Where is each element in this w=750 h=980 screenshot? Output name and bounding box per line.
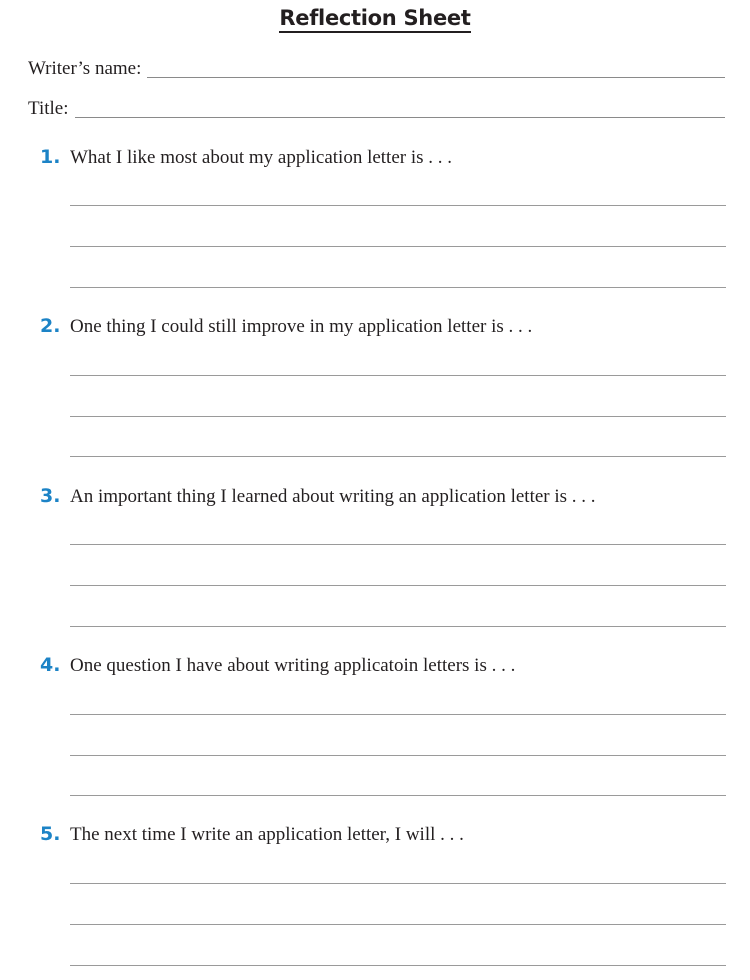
writer-name-label: Writer’s name: bbox=[28, 58, 142, 79]
answer-line[interactable] bbox=[70, 883, 726, 884]
answer-line[interactable] bbox=[70, 205, 726, 206]
question-3 bbox=[40, 485, 730, 508]
answer-line[interactable] bbox=[70, 755, 726, 756]
title-field bbox=[28, 98, 725, 120]
question-5 bbox=[40, 823, 730, 846]
answer-line[interactable] bbox=[70, 544, 726, 545]
answer-line[interactable] bbox=[70, 714, 726, 715]
question-prompt: One thing I could still improve in my application letter is . . . bbox=[70, 316, 533, 337]
answer-line[interactable] bbox=[70, 585, 726, 586]
question-number: 1. bbox=[40, 146, 61, 168]
question-prompt: What I like most about my application letter is . . . bbox=[70, 147, 453, 168]
answer-line[interactable] bbox=[70, 924, 726, 925]
answer-line[interactable] bbox=[70, 965, 726, 966]
title-input-line[interactable] bbox=[75, 117, 726, 118]
writer-name-field bbox=[28, 58, 725, 80]
writer-name-input-line[interactable] bbox=[147, 77, 725, 78]
question-number: 3. bbox=[40, 485, 61, 507]
question-number: 2. bbox=[40, 315, 61, 337]
answer-line[interactable] bbox=[70, 456, 726, 457]
answer-line[interactable] bbox=[70, 375, 726, 376]
question-prompt: The next time I write an application letter, I will . . . bbox=[70, 824, 464, 845]
answer-line[interactable] bbox=[70, 287, 726, 288]
title-label: Title: bbox=[28, 98, 69, 119]
answer-line[interactable] bbox=[70, 416, 726, 417]
question-prompt: An important thing I learned about writing an application letter is . . . bbox=[70, 486, 596, 507]
page-title-wrap bbox=[0, 6, 750, 30]
question-2 bbox=[40, 315, 730, 338]
question-1 bbox=[40, 146, 730, 169]
question-4 bbox=[40, 654, 730, 677]
answer-line[interactable] bbox=[70, 626, 726, 627]
question-number: 5. bbox=[40, 823, 61, 845]
answer-line[interactable] bbox=[70, 246, 726, 247]
answer-line[interactable] bbox=[70, 795, 726, 796]
question-number: 4. bbox=[40, 654, 61, 676]
page-title: Reflection Sheet bbox=[279, 6, 470, 33]
question-prompt: One question I have about writing applicatoin letters is . . . bbox=[70, 655, 516, 676]
